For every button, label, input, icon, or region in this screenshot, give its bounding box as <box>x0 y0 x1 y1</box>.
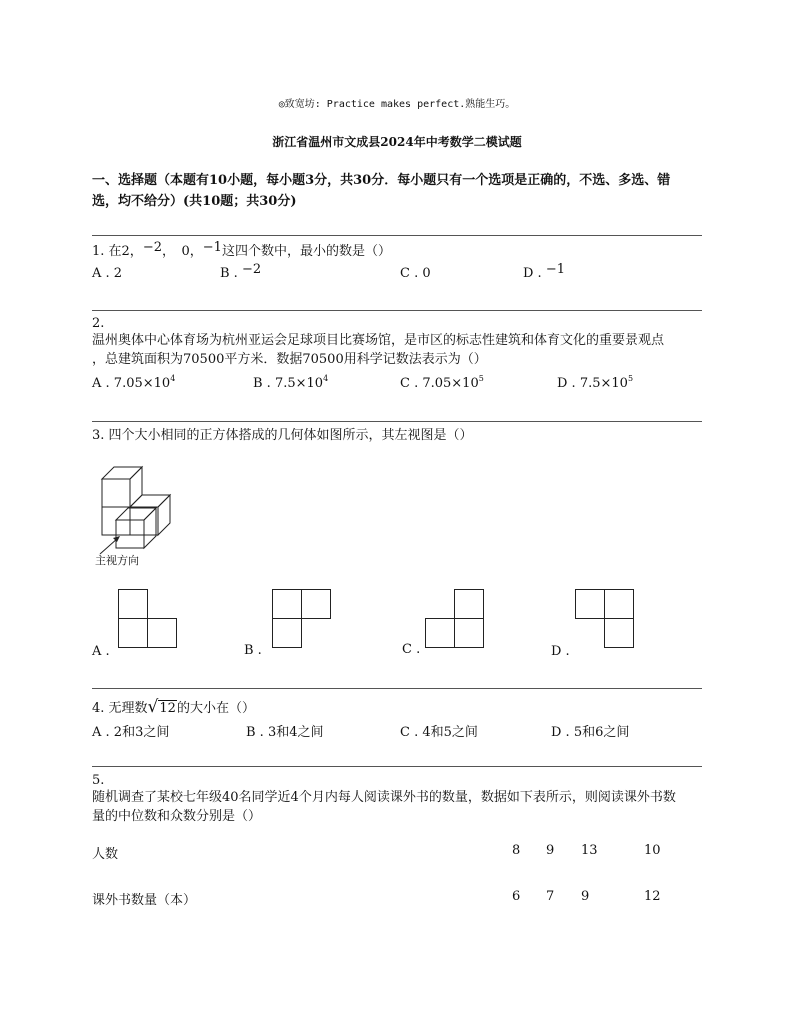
question-2-line1: 温州奥体中心体育场为杭州亚运会足球项目比赛场馆，是市区的标志性建筑和体育文化的重要景观点 <box>92 333 665 348</box>
question-4-stem: 4. 无理数√12的大小在（） <box>92 697 255 717</box>
direction-label: 主视方向 <box>95 554 139 567</box>
view-square <box>147 618 177 648</box>
q2-option-d[interactable]: D . $7.5\times 10^5$ <box>557 374 634 391</box>
cube-figure <box>92 462 192 557</box>
table-cell: 10 <box>644 843 661 858</box>
motto: ◎致宽坊: Practice makes perfect.熟能生巧。 <box>278 99 516 110</box>
q1-option-b[interactable]: B . −2 <box>220 262 262 281</box>
q4-option-a[interactable]: A . 2和3之间 <box>92 725 170 740</box>
divider <box>92 766 702 767</box>
q2-option-b[interactable]: B . $7.5\times 10^4$ <box>253 374 329 391</box>
view-square <box>272 589 302 619</box>
page-title: 浙江省温州市文成县2024年中考数学二模试题 <box>272 135 522 149</box>
q2-option-c[interactable]: C . $7.05\times 10^5$ <box>400 374 484 391</box>
view-square <box>604 589 634 619</box>
q1-option-c[interactable]: C . 0 <box>400 266 431 281</box>
table-row-label: 课外书数量（本） <box>92 893 197 908</box>
view-square <box>118 618 148 648</box>
divider <box>92 421 702 422</box>
question-1-stem: 1. 在2，−2， 0，−1这四个数中，最小的数是（） <box>92 240 391 259</box>
view-square <box>425 618 455 648</box>
view-square <box>301 589 331 619</box>
divider <box>92 235 702 236</box>
question-3-stem: 3. 四个大小相同的正方体搭成的几何体如图所示，其左视图是（） <box>92 428 473 443</box>
view-square <box>118 589 148 619</box>
view-square <box>454 589 484 619</box>
question-2-line2: ，总建筑面积为70500平方米．数据70500用科学记数法表示为（） <box>92 352 487 367</box>
question-5-number: 5. <box>92 773 105 788</box>
q1-option-a[interactable]: A . 2 <box>92 266 123 281</box>
view-square <box>272 618 302 648</box>
q4-option-b[interactable]: B . 3和4之间 <box>246 725 324 740</box>
table-cell: 12 <box>644 889 661 904</box>
q3-option-d[interactable]: D . <box>551 644 570 659</box>
q1-option-d[interactable]: D . −1 <box>523 262 565 281</box>
view-square <box>454 618 484 648</box>
q3-option-c[interactable]: C . <box>402 642 421 657</box>
divider <box>92 688 702 689</box>
sqrt-icon: √ <box>147 697 159 717</box>
q4-option-d[interactable]: D . 5和6之间 <box>551 725 630 740</box>
question-5-line1: 随机调查了某校七年级40名同学近4个月内每人阅读课外书的数量，数据如下表所示，则阅读课外书数 <box>92 790 676 805</box>
q2-option-a[interactable]: A . $7.05\times 10^4$ <box>92 374 176 391</box>
question-5-line2: 量的中位数和众数分别是（） <box>92 809 262 824</box>
table-cell: 8 <box>512 843 521 858</box>
view-square <box>604 618 634 648</box>
view-square <box>575 589 605 619</box>
table-cell: 9 <box>581 889 590 904</box>
table-cell: 9 <box>546 843 555 858</box>
table-row-label: 人数 <box>92 847 119 862</box>
section-heading-line1: 一、选择题（本题有10小题，每小题3分，共30分．每小题只有一个选项是正确的，不选、多选、错 <box>92 173 671 188</box>
question-2-number: 2. <box>92 316 105 331</box>
q3-option-b[interactable]: B . <box>244 643 262 658</box>
q3-option-a[interactable]: A . <box>92 644 110 659</box>
q4-option-c[interactable]: C . 4和5之间 <box>400 725 478 740</box>
divider <box>92 310 702 311</box>
section-heading <box>92 170 712 212</box>
table-cell: 6 <box>512 889 521 904</box>
section-heading-line2: 选，均不给分）(共10题；共30分) <box>92 194 297 209</box>
table-cell: 13 <box>581 843 598 858</box>
table-cell: 7 <box>546 889 555 904</box>
